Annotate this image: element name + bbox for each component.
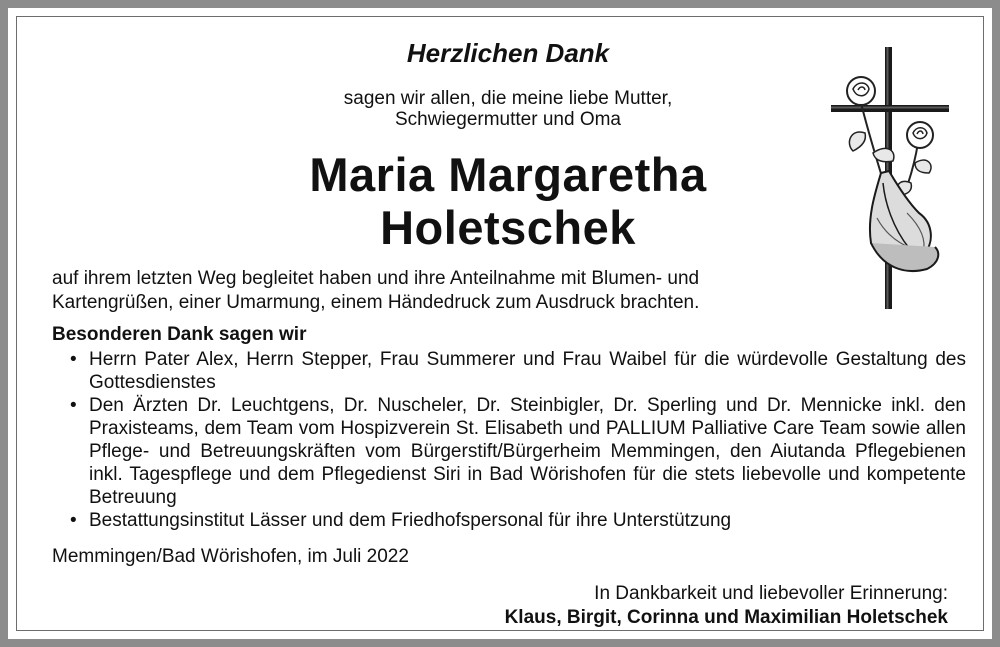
bullet-icon: • <box>70 395 77 416</box>
deceased-name-line-2: Holetschek <box>380 201 636 254</box>
body-line-1: auf ihrem letzten Weg begleitet haben und ihre Anteilnahme mit Blumen- und <box>52 268 700 289</box>
closing-block <box>505 582 948 630</box>
list-item-text: Herrn Pater Alex, Herrn Stepper, Frau Summerer und Frau Waibel für die würdevolle Gestaltung des Gottesdienstes <box>89 349 966 393</box>
list-item <box>70 394 966 509</box>
intro-line-2: Schwiegermutter und Oma <box>395 109 621 130</box>
list-item-text: Bestattungsinstitut Lässer und dem Friedhofspersonal für ihre Unterstützung <box>89 510 732 531</box>
list-item <box>70 509 966 532</box>
special-thanks-heading: Besonderen Dank sagen wir <box>52 324 307 345</box>
bullet-icon: • <box>70 510 77 531</box>
signatories: Klaus, Birgit, Corinna und Maximilian Holetschek <box>504 607 948 628</box>
cross-with-roses-and-praying-hands-icon <box>823 43 953 313</box>
deceased-name-line-1: Maria Margaretha <box>309 148 707 201</box>
list-item <box>70 348 966 394</box>
special-thanks-list <box>70 348 966 532</box>
intro-line-1: sagen wir allen, die meine liebe Mutter, <box>343 88 673 109</box>
notice-heading: Herzlichen Dank <box>406 38 610 68</box>
body-line-2: Kartengrüßen, einer Umarmung, einem Händedruck zum Ausdruck brachten. <box>52 292 700 313</box>
body-text <box>52 267 812 315</box>
bullet-icon: • <box>70 349 77 370</box>
list-item-text: Den Ärzten Dr. Leuchtgens, Dr. Nuscheler, Dr. Steinbigler, Dr. Sperling und Dr. Mennicke inkl. den Praxisteams, dem Team vom Hospizverein St. Elisabeth und PALLIUM Palliative Care Team sowie allen Pflege- und Betreuungskräften vom Bürgerstift/Bürgerheim Memmingen, den Aiutanda Pflegebienen inkl. Tagespflege und dem Pflegedienst Siri in Bad Wörishofen für die stets liebevolle und kompetente Betreuung <box>89 395 966 508</box>
closing-line: In Dankbarkeit und liebevoller Erinnerung: <box>594 583 948 604</box>
place-and-date: Memmingen/Bad Wörishofen, im Juli 2022 <box>52 546 409 567</box>
